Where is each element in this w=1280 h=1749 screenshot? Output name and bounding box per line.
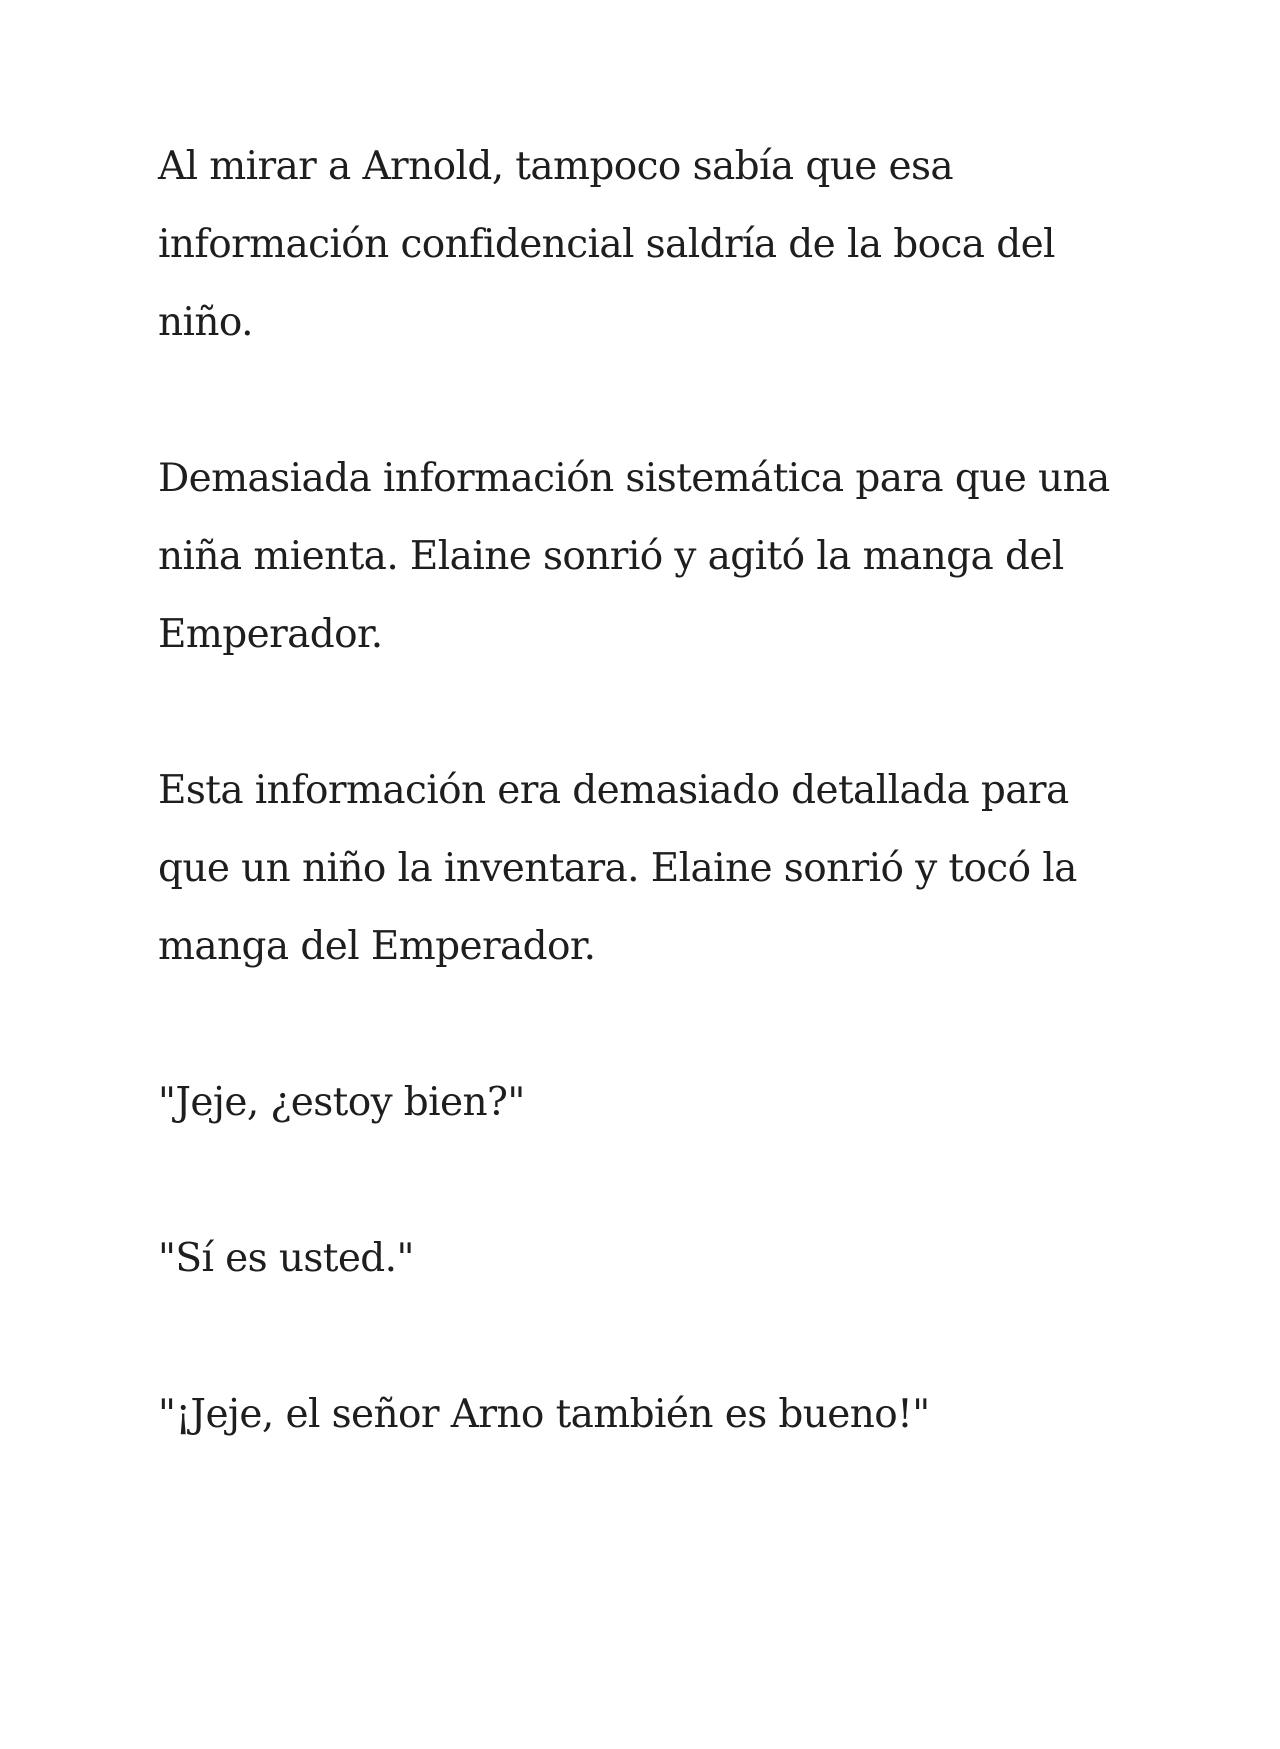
dialogue-3 xyxy=(158,1376,1130,1454)
dialogue-2 xyxy=(158,1220,1130,1298)
dialogue-1 xyxy=(158,1064,1130,1142)
paragraph-line: Emperador. xyxy=(158,612,383,657)
paragraph-line: Al mirar a Arnold, tampoco sabía que esa xyxy=(158,144,954,189)
paragraph-line: manga del Emperador. xyxy=(158,924,596,969)
paragraph-line: información confidencial saldría de la boca del xyxy=(158,222,1055,267)
paragraph-3 xyxy=(158,752,1130,986)
dialogue-line: "¡Jeje, el señor Arno también es bueno!" xyxy=(158,1392,930,1437)
paragraph-line: Demasiada información sistemática para que una xyxy=(158,456,1110,501)
dialogue-line: "Jeje, ¿estoy bien?" xyxy=(158,1080,525,1125)
paragraph-line: que un niño la inventara. Elaine sonrió y tocó la xyxy=(158,846,1077,891)
paragraph-line: niña mienta. Elaine sonrió y agitó la manga del xyxy=(158,534,1064,579)
paragraph-1 xyxy=(158,128,1130,362)
paragraph-line: Esta información era demasiado detallada para xyxy=(158,768,1069,813)
paragraph-2 xyxy=(158,440,1130,674)
dialogue-line: "Sí es usted." xyxy=(158,1236,414,1281)
paragraph-line: niño. xyxy=(158,300,253,345)
